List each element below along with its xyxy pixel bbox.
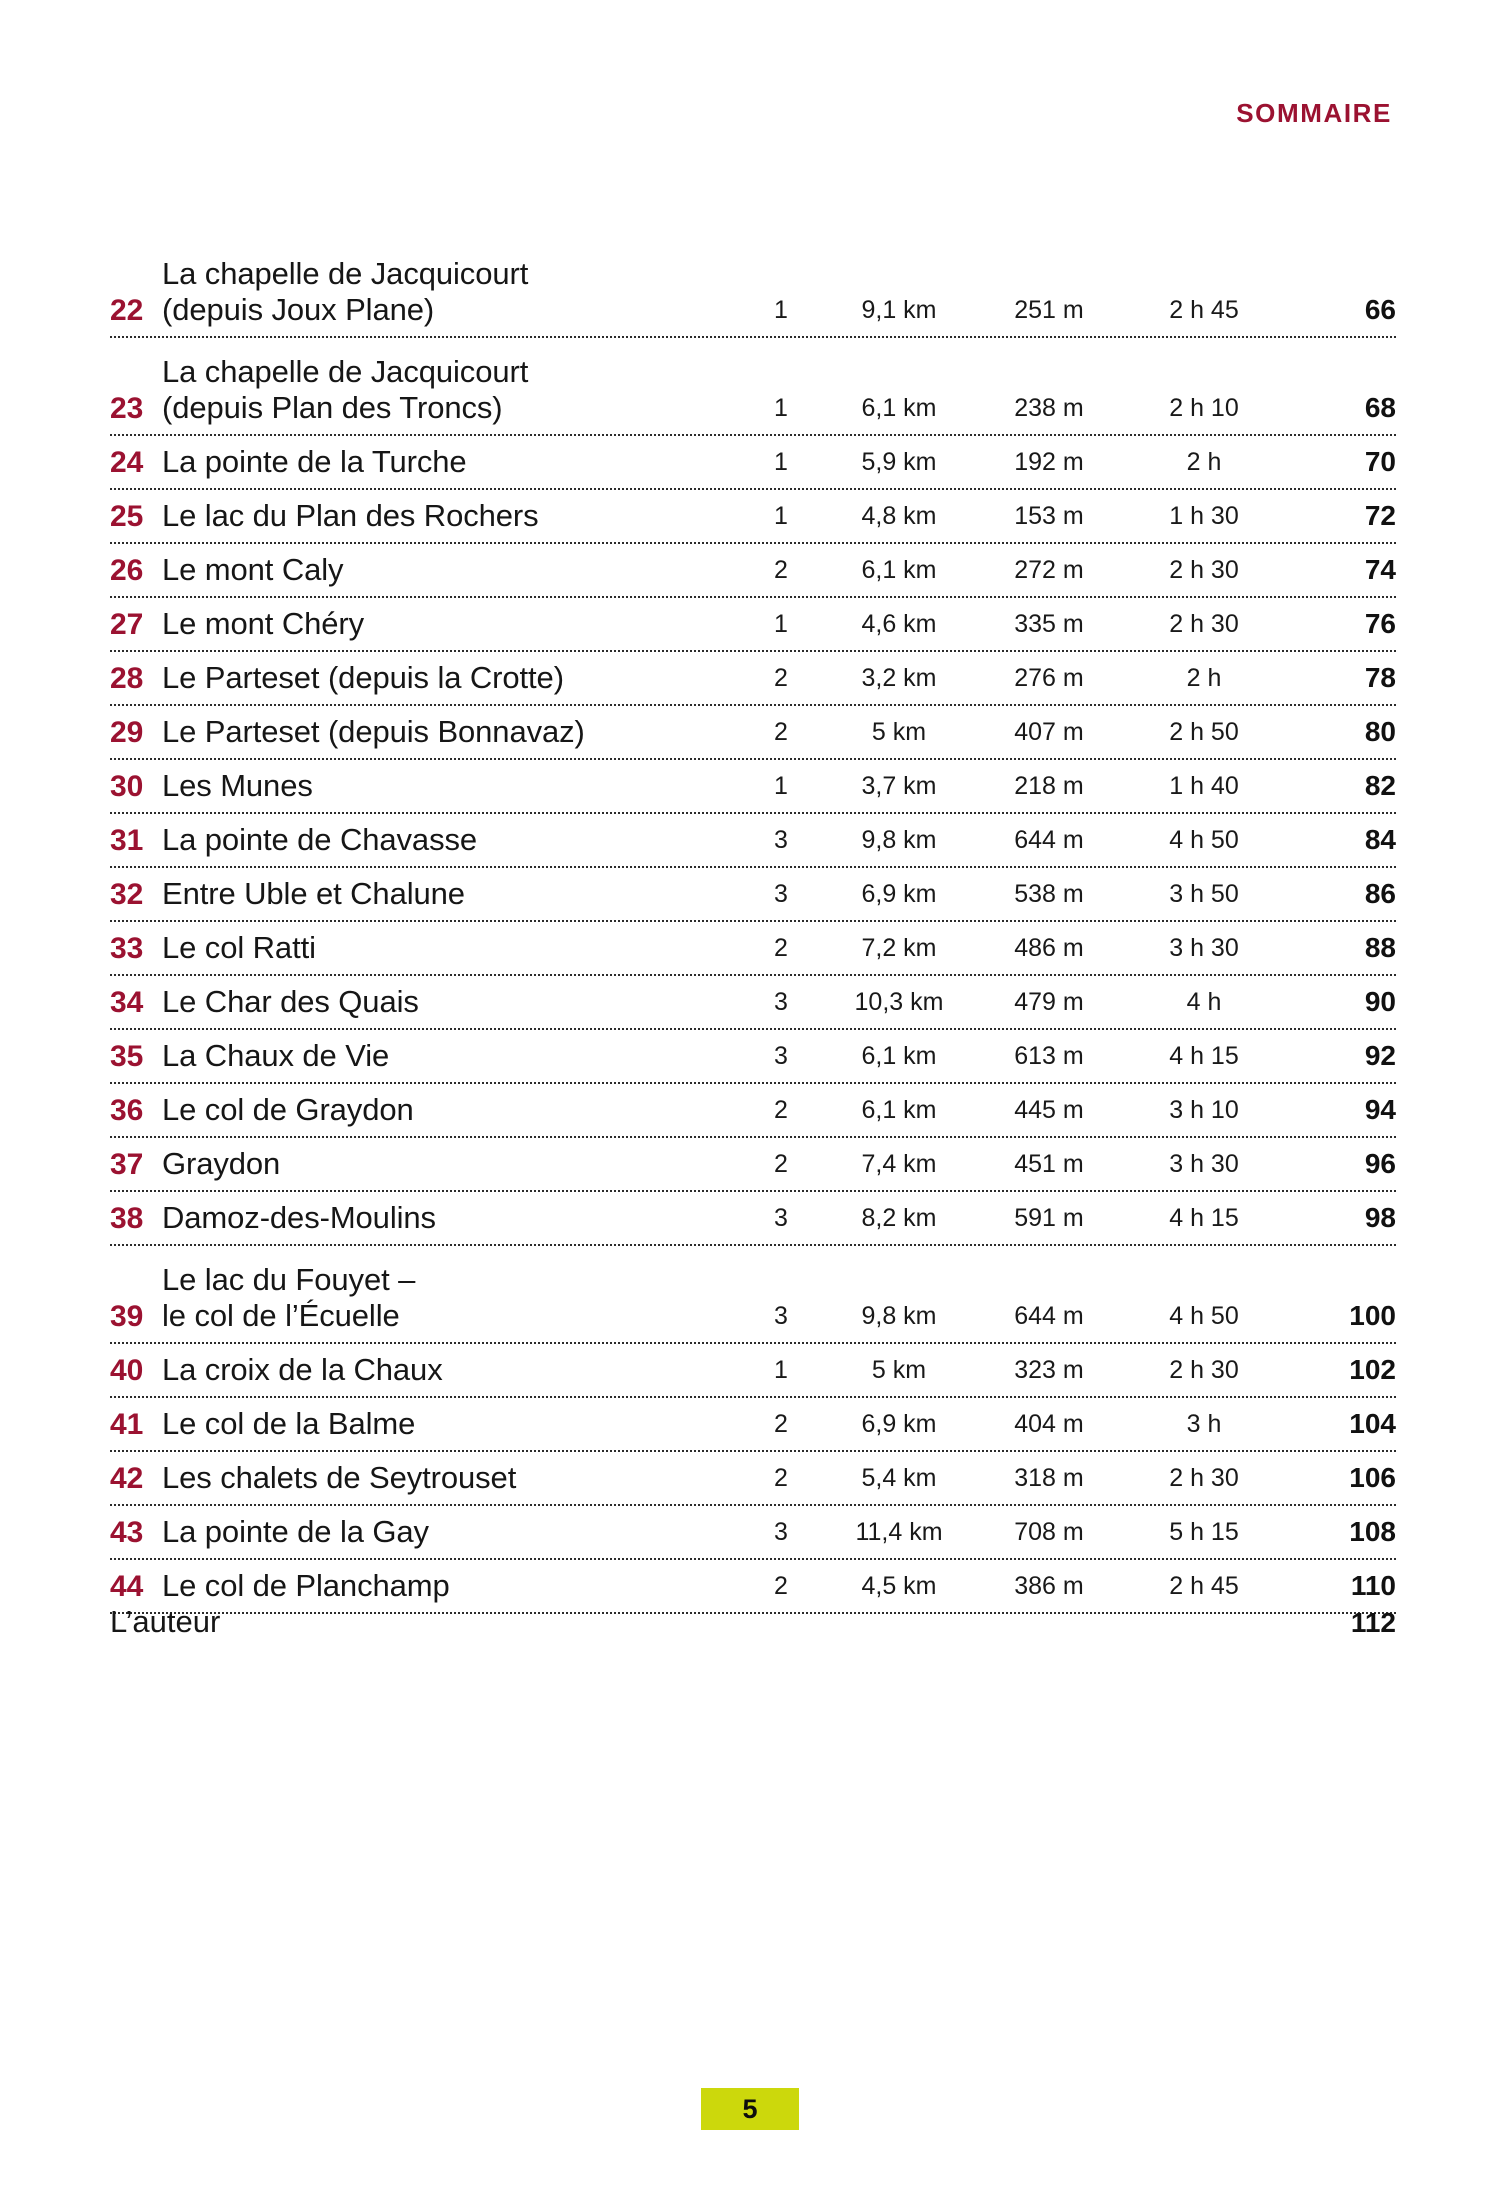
toc-entry-duration: 4 h 15: [1169, 1204, 1239, 1232]
toc-entry-title-line: le col de l’Écuelle: [162, 1298, 400, 1334]
toc-row[interactable]: [110, 490, 1396, 544]
toc-entry-title-line: Le Parteset (depuis la Crotte): [162, 660, 564, 696]
toc-entry-difficulty: 2: [774, 556, 788, 584]
toc-entry-page-number: 70: [1364, 446, 1396, 477]
toc-entry-number: 34: [110, 986, 144, 1019]
toc-entry-duration: 2 h 30: [1169, 556, 1239, 584]
toc-entry-difficulty: 1: [774, 394, 788, 422]
toc-entry-duration: 3 h 50: [1169, 880, 1239, 908]
toc-entry-distance: 11,4 km: [855, 1518, 943, 1546]
toc-entry-page-number: 104: [1349, 1408, 1396, 1439]
toc-entry-number: 44: [110, 1570, 144, 1603]
toc-entry-number: 39: [110, 1300, 144, 1333]
toc-entry-difficulty: 2: [774, 934, 788, 962]
toc-entry-page-number: 76: [1364, 608, 1396, 639]
toc-row[interactable]: [110, 922, 1396, 976]
toc-entry-title-line: (depuis Plan des Troncs): [162, 390, 503, 426]
table-of-contents: [110, 240, 1396, 1614]
toc-entry-distance: 5,9 km: [861, 448, 937, 476]
toc-row[interactable]: [110, 544, 1396, 598]
toc-entry-difficulty: 1: [774, 610, 788, 638]
toc-entry-duration: 3 h 10: [1169, 1096, 1239, 1124]
toc-entry-title-line: Le mont Caly: [162, 552, 344, 588]
page-folio-badge: [701, 2088, 799, 2130]
toc-row[interactable]: [110, 1506, 1396, 1560]
toc-entry-title: [162, 444, 738, 488]
toc-entry-title-line: La pointe de Chavasse: [162, 822, 478, 858]
toc-row[interactable]: [110, 1398, 1396, 1452]
toc-entry-distance: 3,2 km: [861, 664, 937, 692]
toc-row[interactable]: [110, 652, 1396, 706]
toc-entry-title: [162, 1262, 738, 1342]
toc-row[interactable]: [110, 1030, 1396, 1084]
toc-entry-duration: 2 h 45: [1169, 296, 1239, 324]
toc-entry-title: [162, 1200, 738, 1244]
toc-entry-elevation: 451 m: [1014, 1150, 1084, 1178]
toc-entry-elevation: 276 m: [1014, 664, 1084, 692]
toc-entry-distance: 4,8 km: [861, 502, 937, 530]
toc-entry-number: 43: [110, 1516, 144, 1549]
folio-number: 5: [742, 2093, 758, 2124]
toc-entry-number: 40: [110, 1354, 144, 1387]
toc-entry-title: [162, 354, 738, 434]
toc-entry-title-line: Les Munes: [162, 768, 313, 804]
toc-entry-title: [162, 1038, 738, 1082]
toc-entry-page-number: 94: [1364, 1094, 1396, 1125]
toc-row[interactable]: [110, 760, 1396, 814]
toc-entry-distance: 6,1 km: [861, 1096, 937, 1124]
toc-entry-duration: 5 h 15: [1169, 1518, 1239, 1546]
toc-entry-duration: 2 h: [1186, 664, 1222, 692]
toc-entry-number: 35: [110, 1040, 144, 1073]
toc-entry-title: [162, 1352, 738, 1396]
toc-entry-page-number: 110: [1350, 1570, 1396, 1601]
toc-entry-number: 37: [110, 1148, 144, 1181]
toc-entry-number: 36: [110, 1094, 144, 1127]
toc-entry-duration: 1 h 40: [1169, 772, 1239, 800]
toc-entry-difficulty: 2: [774, 1410, 788, 1438]
toc-entry-distance: 3,7 km: [861, 772, 937, 800]
toc-entry-number: 41: [110, 1408, 144, 1441]
toc-entry-title-line: Entre Uble et Chalune: [162, 876, 465, 912]
toc-entry-title: [162, 1092, 738, 1136]
toc-entry-duration: 4 h 50: [1169, 826, 1239, 854]
toc-entry-elevation: 644 m: [1014, 1302, 1084, 1330]
toc-entry-title: [162, 984, 738, 1028]
toc-entry-elevation: 445 m: [1014, 1096, 1084, 1124]
toc-entry-difficulty: 2: [774, 1096, 788, 1124]
toc-entry-distance: 6,9 km: [861, 1410, 937, 1438]
toc-entry-difficulty: 1: [774, 1356, 788, 1384]
toc-entry-title: [162, 498, 738, 542]
toc-entry-distance: 9,1 km: [861, 296, 937, 324]
toc-entry-title-line: Le col de Graydon: [162, 1092, 414, 1128]
toc-entry-title-line: (depuis Joux Plane): [162, 292, 435, 328]
toc-entry-title: [162, 256, 738, 336]
toc-entry-title-line: Le lac du Fouyet –: [162, 1262, 416, 1298]
toc-entry-elevation: 708 m: [1014, 1518, 1084, 1546]
toc-row[interactable]: [110, 1084, 1396, 1138]
toc-entry-difficulty: 2: [774, 1572, 788, 1600]
toc-entry-page-number: 100: [1349, 1300, 1396, 1331]
toc-entry-page-number: 102: [1349, 1354, 1396, 1385]
toc-entry-distance: 5 km: [871, 718, 927, 746]
toc-entry-elevation: 153 m: [1014, 502, 1084, 530]
toc-entry-difficulty: 3: [774, 1518, 788, 1546]
toc-entry-distance: 7,4 km: [861, 1150, 937, 1178]
toc-entry-difficulty: 3: [774, 1302, 788, 1330]
toc-entry-title-line: Le Char des Quais: [162, 984, 419, 1020]
toc-entry-duration: 2 h: [1186, 448, 1222, 476]
toc-entry-distance: 6,1 km: [861, 556, 937, 584]
toc-row[interactable]: [110, 1452, 1396, 1506]
toc-entry-title-line: Le col Ratti: [162, 930, 316, 966]
toc-entry-elevation: 218 m: [1014, 772, 1084, 800]
toc-entry-title-line: La Chaux de Vie: [162, 1038, 390, 1074]
toc-entry-elevation: 479 m: [1014, 988, 1084, 1016]
toc-entry-duration: 3 h: [1186, 1410, 1222, 1438]
toc-entry-title: [162, 1406, 738, 1450]
toc-entry-duration: 2 h 10: [1169, 394, 1239, 422]
toc-row[interactable]: [110, 1192, 1396, 1246]
toc-entry-number: 33: [110, 932, 144, 965]
toc-entry-distance: 5,4 km: [861, 1464, 937, 1492]
toc-entry-difficulty: 2: [774, 1150, 788, 1178]
toc-entry-difficulty: 3: [774, 1042, 788, 1070]
toc-entry-page-number: 72: [1364, 500, 1396, 531]
toc-entry-number: 27: [110, 608, 144, 641]
toc-entry-title-line: Le lac du Plan des Rochers: [162, 498, 539, 534]
toc-entry-elevation: 251 m: [1014, 296, 1084, 324]
toc-entry-elevation: 613 m: [1014, 1042, 1084, 1070]
toc-entry-title-line: Le Parteset (depuis Bonnavaz): [162, 714, 585, 750]
toc-entry-title-line: La chapelle de Jacquicourt: [162, 354, 529, 390]
toc-entry-duration: 2 h 30: [1169, 1356, 1239, 1384]
toc-entry-page-number: 74: [1364, 554, 1396, 585]
toc-entry-duration: 2 h 45: [1169, 1572, 1239, 1600]
toc-entry-number: 32: [110, 878, 144, 911]
author-label: L’auteur: [110, 1604, 221, 1639]
toc-entry-difficulty: 1: [774, 448, 788, 476]
toc-entry-elevation: 538 m: [1014, 880, 1084, 908]
toc-entry-title-line: Le col de Planchamp: [162, 1568, 450, 1604]
toc-entry-elevation: 335 m: [1014, 610, 1084, 638]
toc-entry-page-number: 80: [1364, 716, 1396, 747]
toc-entry-page-number: 106: [1349, 1462, 1396, 1493]
toc-entry-number: 28: [110, 662, 144, 695]
toc-entry-difficulty: 1: [774, 502, 788, 530]
author-entry[interactable]: [110, 1604, 1396, 1640]
toc-entry-difficulty: 3: [774, 826, 788, 854]
toc-entry-difficulty: 2: [774, 664, 788, 692]
toc-row[interactable]: [110, 1246, 1396, 1344]
toc-entry-elevation: 238 m: [1014, 394, 1084, 422]
toc-entry-elevation: 486 m: [1014, 934, 1084, 962]
toc-entry-difficulty: 2: [774, 1464, 788, 1492]
toc-row[interactable]: [110, 436, 1396, 490]
toc-entry-title-line: La croix de la Chaux: [162, 1352, 443, 1388]
running-head-sommaire: SOMMAIRE: [1236, 98, 1392, 128]
toc-row[interactable]: [110, 706, 1396, 760]
toc-entry-title-line: Le mont Chéry: [162, 606, 365, 642]
toc-entry-page-number: 88: [1364, 932, 1396, 963]
toc-entry-page-number: 96: [1364, 1148, 1396, 1179]
toc-entry-number: 23: [110, 392, 144, 425]
toc-entry-title-line: Les chalets de Seytrouset: [162, 1460, 517, 1496]
toc-entry-page-number: 108: [1349, 1516, 1396, 1547]
toc-entry-title: [162, 1460, 738, 1504]
toc-entry-number: 26: [110, 554, 144, 587]
toc-entry-title-line: Damoz-des-Moulins: [162, 1200, 436, 1236]
toc-entry-title: [162, 930, 738, 974]
toc-entry-page-number: 90: [1364, 986, 1396, 1017]
toc-entry-distance: 6,1 km: [861, 394, 937, 422]
toc-entry-distance: 6,1 km: [861, 1042, 937, 1070]
toc-row[interactable]: [110, 338, 1396, 436]
toc-entry-page-number: 98: [1364, 1202, 1396, 1233]
toc-entry-title: [162, 876, 738, 920]
toc-entry-elevation: 272 m: [1014, 556, 1084, 584]
toc-entry-duration: 4 h 50: [1169, 1302, 1239, 1330]
author-page-number: 112: [1350, 1607, 1396, 1638]
toc-entry-number: 25: [110, 500, 144, 533]
toc-entry-page-number: 66: [1364, 294, 1396, 325]
toc-row[interactable]: [110, 868, 1396, 922]
toc-entry-title: [162, 660, 738, 704]
toc-entry-elevation: 591 m: [1014, 1204, 1084, 1232]
toc-row[interactable]: [110, 1344, 1396, 1398]
toc-entry-title: [162, 606, 738, 650]
toc-entry-elevation: 644 m: [1014, 826, 1084, 854]
toc-entry-number: 29: [110, 716, 144, 749]
toc-entry-duration: 3 h 30: [1169, 934, 1239, 962]
toc-entry-difficulty: 1: [774, 772, 788, 800]
toc-entry-elevation: 407 m: [1014, 718, 1084, 746]
toc-entry-number: 22: [110, 294, 144, 327]
toc-entry-title: [162, 822, 738, 866]
toc-entry-distance: 9,8 km: [861, 1302, 937, 1330]
toc-entry-page-number: 68: [1364, 392, 1396, 423]
toc-entry-title-line: La chapelle de Jacquicourt: [162, 256, 529, 292]
toc-entry-number: 30: [110, 770, 144, 803]
toc-entry-distance: 8,2 km: [861, 1204, 937, 1232]
toc-entry-duration: 2 h 30: [1169, 1464, 1239, 1492]
toc-entry-elevation: 404 m: [1014, 1410, 1084, 1438]
toc-entry-distance: 6,9 km: [861, 880, 937, 908]
toc-entry-distance: 4,6 km: [861, 610, 937, 638]
toc-entry-page-number: 82: [1364, 770, 1396, 801]
toc-row[interactable]: [110, 1138, 1396, 1192]
toc-row[interactable]: [110, 976, 1396, 1030]
toc-entry-duration: 2 h 50: [1169, 718, 1239, 746]
toc-entry-duration: 4 h 15: [1169, 1042, 1239, 1070]
toc-entry-number: 24: [110, 446, 144, 479]
toc-entry-difficulty: 3: [774, 880, 788, 908]
toc-entry-distance: 4,5 km: [861, 1572, 937, 1600]
toc-entry-title-line: Graydon: [162, 1146, 281, 1182]
toc-entry-elevation: 386 m: [1014, 1572, 1084, 1600]
toc-row[interactable]: [110, 814, 1396, 868]
toc-entry-distance: 5 km: [871, 1356, 927, 1384]
toc-entry-page-number: 86: [1364, 878, 1396, 909]
toc-entry-duration: 2 h 30: [1169, 610, 1239, 638]
toc-entry-title: [162, 1146, 738, 1190]
toc-entry-difficulty: 1: [774, 296, 788, 324]
toc-entry-page-number: 92: [1364, 1040, 1396, 1071]
toc-entry-duration: 4 h: [1186, 988, 1222, 1016]
toc-entry-number: 31: [110, 824, 144, 857]
toc-entry-page-number: 84: [1364, 824, 1396, 855]
toc-entry-title-line: La pointe de la Turche: [162, 444, 467, 480]
toc-entry-title-line: La pointe de la Gay: [162, 1514, 429, 1550]
toc-row[interactable]: [110, 598, 1396, 652]
toc-entry-duration: 3 h 30: [1169, 1150, 1239, 1178]
toc-entry-elevation: 192 m: [1014, 448, 1084, 476]
toc-entry-title: [162, 1514, 738, 1558]
toc-entry-difficulty: 3: [774, 1204, 788, 1232]
toc-entry-number: 38: [110, 1202, 144, 1235]
toc-entry-distance: 10,3 km: [854, 988, 944, 1016]
toc-entry-duration: 1 h 30: [1169, 502, 1239, 530]
toc-entry-title-line: Le col de la Balme: [162, 1406, 416, 1442]
toc-entry-distance: 9,8 km: [861, 826, 937, 854]
toc-entry-page-number: 78: [1364, 662, 1396, 693]
toc-entry-elevation: 323 m: [1014, 1356, 1084, 1384]
toc-entry-title: [162, 552, 738, 596]
toc-entry-difficulty: 2: [774, 718, 788, 746]
toc-entry-title: [162, 714, 738, 758]
toc-entry-title: [162, 768, 738, 812]
toc-row[interactable]: [110, 240, 1396, 338]
toc-entry-number: 42: [110, 1462, 144, 1495]
toc-entry-elevation: 318 m: [1014, 1464, 1084, 1492]
toc-entry-difficulty: 3: [774, 988, 788, 1016]
toc-entry-distance: 7,2 km: [861, 934, 937, 962]
